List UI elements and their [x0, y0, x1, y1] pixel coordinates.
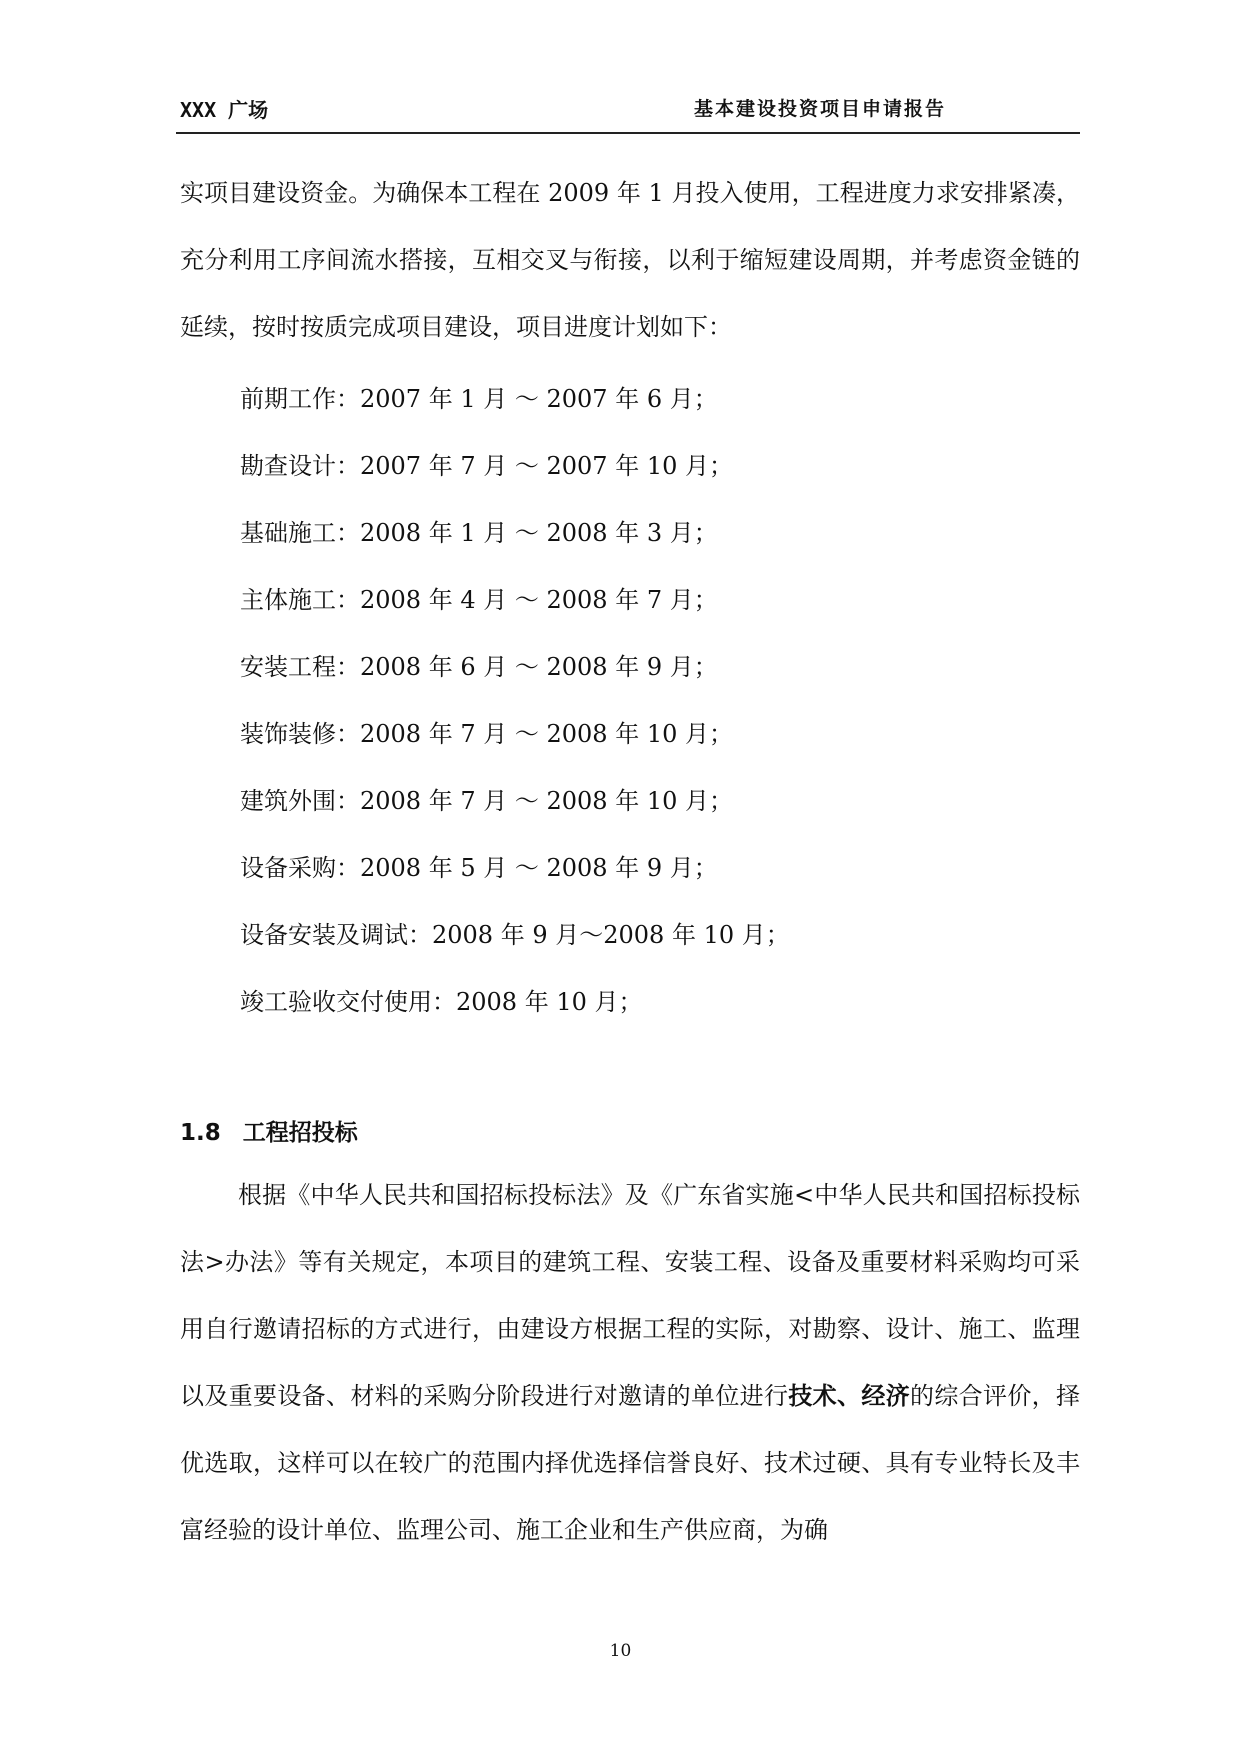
body-paragraph — [180, 1162, 1080, 1564]
section-number: 1.8 — [180, 1120, 221, 1146]
schedule-item: 竣工验收交付使用：2008 年 10 月； — [240, 988, 643, 1016]
section-heading — [180, 1114, 358, 1147]
schedule-item: 基础施工：2008 年 1 月 ～ 2008 年 3 月； — [240, 519, 718, 547]
body-text-bold: 技术、经济 — [788, 1382, 911, 1410]
body-text-part1: 根据《中华人民共和国招标投标法》及《广东省实施<中华人民共和国招标投标法>办法》等有关规定，本项目的建筑工程、安装工程、设备及重要材料采购均可采用自行邀请招标的方式进行，由建设方根据工程的实际，对勘察、设计、施工、监理以及重要设备、材料的采购分阶段进行对邀请的单位进行 — [180, 1181, 1080, 1410]
schedule-list — [240, 366, 790, 1036]
schedule-item: 勘查设计：2007 年 7 月 ～ 2007 年 10 月； — [240, 452, 733, 480]
intro-paragraph-text: 实项目建设资金。为确保本工程在 2009 年 1 月投入使用，工程进度力求安排紧凑，充分利用工序间流水搭接，互相交叉与衔接，以利于缩短建设周期，并考虑资金链的延续，按时按质完成项目建设，项目进度计划如下： — [180, 179, 1080, 341]
schedule-item: 主体施工：2008 年 4 月 ～ 2008 年 7 月； — [240, 586, 718, 614]
section-title-text: 工程招投标 — [242, 1120, 358, 1146]
schedule-item: 安装工程：2008 年 6 月 ～ 2008 年 9 月； — [240, 653, 718, 681]
intro-paragraph — [180, 160, 1080, 361]
body-text-part2: 的综合评价，择优选取，这样可以在较广的范围内择优选择信誉良好、技术过硬、具有专业特长及丰富经验的设计单位、监理公司、施工企业和生产供应商，为确 — [180, 1382, 1081, 1544]
schedule-item: 设备采购：2008 年 5 月 ～ 2008 年 9 月； — [240, 854, 718, 882]
schedule-item: 建筑外围：2008 年 7 月 ～ 2008 年 10 月； — [240, 787, 733, 815]
schedule-item: 前期工作：2007 年 1 月 ～ 2007 年 6 月； — [240, 385, 718, 413]
schedule-item: 装饰装修：2008 年 7 月 ～ 2008 年 10 月； — [240, 720, 733, 748]
header-project-name: XXX 广场 — [180, 98, 269, 122]
page-header — [176, 88, 1080, 134]
page-number: 10 — [609, 1641, 632, 1661]
header-report-title: 基本建设投资项目申请报告 — [693, 98, 946, 120]
body-paragraph-text — [180, 1162, 1080, 1564]
schedule-item: 设备安装及调试：2008 年 9 月～2008 年 10 月； — [240, 921, 790, 949]
